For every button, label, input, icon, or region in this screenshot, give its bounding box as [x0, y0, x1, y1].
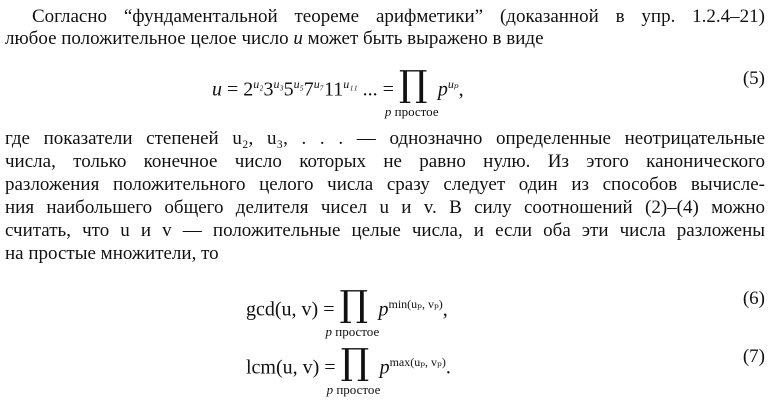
product-sign-icon: ∏ — [398, 64, 428, 105]
eq6-punct: , — [442, 298, 448, 321]
eq7-limit-word: простое — [336, 382, 381, 397]
eq5-limit-var: p — [384, 104, 392, 119]
eq5-exp-u5: u₅ — [293, 76, 304, 91]
paragraph-2-line-6 — [5, 243, 765, 265]
eq7-product-limit — [327, 382, 381, 398]
paragraph-2-line-5 — [5, 220, 765, 242]
eq7-product — [326, 342, 381, 397]
eq6-limit-var: p — [325, 324, 332, 339]
eq6-exponent: min(uₚ, vₚ) — [388, 296, 443, 311]
eq5-five: 5 — [283, 78, 294, 101]
eq5-exp-u7: u₇ — [313, 76, 324, 91]
eq5-limit-word: простое — [394, 104, 439, 119]
eq5-eleven: 11 — [323, 78, 344, 101]
eq5-ellipsis: ... = — [362, 78, 394, 101]
eq5-three: 3 — [263, 78, 274, 101]
eq7-exponent: max(uₚ, vₚ) — [389, 354, 446, 369]
eq6-lhs: gcd(u, v) = — [246, 298, 335, 321]
paragraph-2-line-2 — [5, 151, 765, 173]
eq7-lhs: lcm(u, v) = — [246, 356, 336, 379]
equation-6-body — [246, 284, 448, 339]
eq7-limit-var: p — [326, 382, 334, 397]
eq6-product — [325, 284, 380, 339]
eq6-limit-word: простое — [335, 324, 380, 339]
equation-7-body — [246, 342, 451, 397]
eq5-two: = 2 — [227, 78, 254, 101]
eq5-lhs: u — [212, 78, 222, 101]
paragraph-2-line-1-text: где показатели степеней u₂, u₃, . . . — однозначно определенные неотрицательные — [5, 128, 765, 149]
paragraph-1-line-1 — [5, 6, 765, 28]
equation-6 — [0, 284, 769, 339]
paragraph-1-line-2-text-a: любое положительное целое число — [5, 28, 289, 49]
equation-7 — [0, 342, 769, 397]
paragraph-2-line-3-text: разложения положительного целого числа сразу следует один из способов вычисле- — [5, 174, 765, 195]
paragraph-2-line-1 — [5, 128, 765, 150]
eq5-exp-u2: u₂ — [253, 76, 264, 91]
eq5-prod-base: p — [437, 78, 448, 101]
product-sign-icon: ∏ — [340, 342, 370, 383]
paragraph-2-line-5-text: считать, что u и v — положительные целые числа, и если оба эти числа разложены — [5, 220, 765, 241]
equation-7-number: (7) — [742, 346, 765, 367]
eq6-product-limit — [325, 324, 379, 340]
eq5-seven: 7 — [303, 78, 314, 101]
equation-5-body: $u = 2^{u_2}3^{u_3}5^{u_5}7^{u_7}11^{u_{11}}$ ... = ∏ p простое $p^{u_p}$, — [212, 64, 464, 119]
eq5-exp-u11: u₁₁ — [343, 76, 358, 91]
equation-5-number: (5) — [742, 68, 765, 89]
paragraph-1-line-1-text: Согласно “фундаментальной теореме арифметики” (доказанной в упр. 1.2.4–21) — [32, 6, 765, 27]
variable-u: u — [293, 28, 303, 49]
paragraph-2-line-4-text: ния наибольшего общего делителя чисел u и v. В силу соотношений (2)–(4) можно — [5, 197, 765, 218]
eq5-exp-u3: u₃ — [273, 76, 284, 91]
eq7-punct: . — [445, 356, 451, 379]
equation-5 — [0, 64, 769, 119]
paragraph-2-line-6-text: на простые множители, то — [5, 243, 219, 264]
paragraph-1-line-2-text-b: может быть выражено в виде — [307, 28, 544, 49]
product-sign-icon: ∏ — [339, 284, 369, 325]
eq6-base: p — [378, 298, 389, 321]
paragraph-2-line-4 — [5, 197, 765, 219]
equation-6-number: (6) — [742, 288, 765, 309]
eq5-prod-exp: uₚ — [447, 76, 459, 91]
paragraph-2-line-3 — [5, 174, 765, 196]
paragraph-2-line-2-text: числа, только конечное число которых не равно нулю. Из этого канонического — [5, 151, 765, 172]
eq5-product — [384, 64, 439, 119]
paragraph-1-line-2 — [5, 28, 765, 50]
eq7-base: p — [379, 356, 390, 379]
eq5-product-limit — [385, 104, 439, 120]
